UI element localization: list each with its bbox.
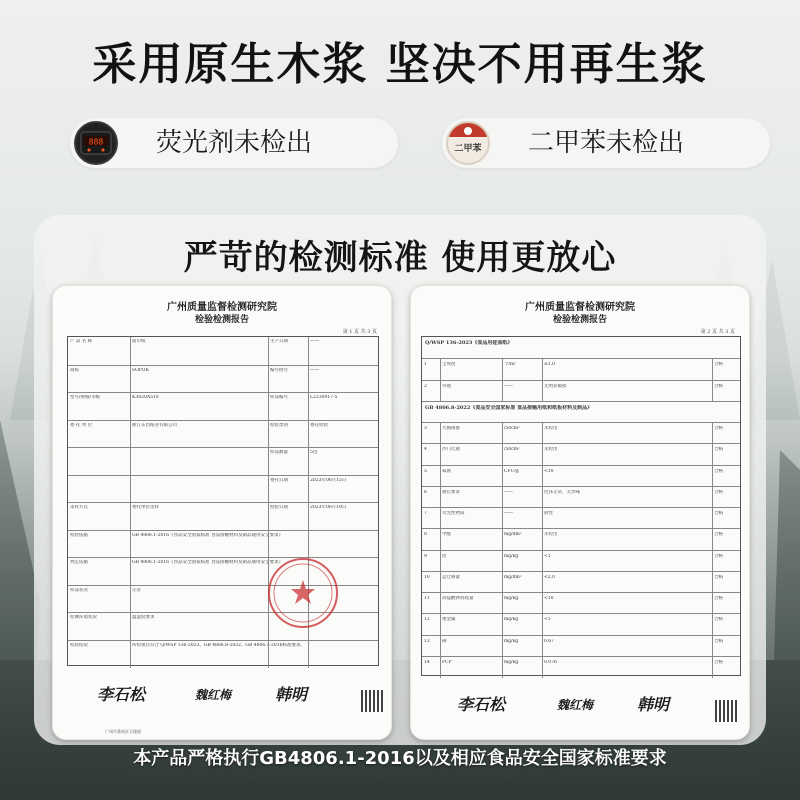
table-cell: —— — [504, 511, 513, 516]
table-cell: 尘埃度 — [442, 362, 456, 368]
test-report-page-2 — [410, 285, 750, 740]
table-cell: 阴性 — [544, 511, 553, 516]
table-cell: 铅 — [442, 553, 447, 559]
table-cell: 检验日期 — [270, 505, 288, 510]
table-cell: 样品编号 — [270, 395, 288, 400]
subheadline: 严苛的检测标准 使用更放心 — [183, 238, 617, 278]
table-cell: 委 托 单 位 — [70, 422, 93, 428]
table-cell: SOPOK — [132, 367, 149, 373]
institute-name: 广州质量监督检测研究院 — [525, 302, 635, 313]
table-cell: 产 品 名 称 — [70, 339, 93, 344]
svg-text:888: 888 — [88, 137, 104, 147]
table-cell: 来样方式 — [70, 505, 88, 510]
table-cell: 合格 — [714, 659, 723, 665]
table-cell: <1 — [544, 553, 551, 559]
table-cell: 3 — [424, 426, 427, 431]
table-cell: 0.076 — [544, 659, 557, 665]
table-cell: 7 — [424, 511, 427, 516]
table-row — [422, 528, 740, 549]
table-row — [422, 465, 740, 486]
table-cell: —— — [504, 489, 513, 495]
table-row — [68, 447, 378, 475]
table-row — [422, 571, 740, 592]
table-row — [422, 380, 740, 401]
table-cell: 重金属 — [442, 617, 456, 623]
table-cell: CFU/g — [504, 468, 519, 474]
table-row — [422, 656, 740, 677]
table-cell: 合格 — [714, 553, 723, 559]
table-cell: <10 — [544, 468, 554, 474]
table-cell: 个/m² — [504, 362, 517, 368]
section-header — [422, 401, 740, 422]
table-cell: 所检项目符合 Q/WSP 136-2023、GB 4806.8-2022、GB 4806.1-2016标准要求。 — [132, 642, 305, 648]
table-cell: 面巾纸 — [132, 339, 146, 344]
table-cell: 检验类别 — [270, 422, 288, 428]
table-cell: 8 — [424, 532, 427, 538]
table-cell: 合格 — [714, 362, 723, 368]
signature-1: 李石松 — [457, 695, 506, 714]
xylene-icon-text: 二甲苯 — [454, 144, 482, 154]
table-cell: 6 — [424, 489, 427, 495]
table-cell: 型号/规格/等级 — [70, 395, 101, 400]
table-cell: 合格 — [714, 468, 723, 474]
table-cell: 检验结论 — [70, 642, 88, 648]
table-row — [68, 337, 378, 365]
table-row — [68, 392, 378, 420]
table-cell: 11 — [424, 596, 430, 601]
table-cell: 委托日期 — [270, 477, 288, 483]
table-cell: mg/kg — [504, 638, 519, 644]
table-cell: mg/dm² — [504, 574, 522, 580]
table-cell: mg/kg — [504, 617, 519, 623]
table-cell: 1 — [424, 362, 427, 368]
badge-fluorescent-agent — [70, 118, 398, 168]
institute-name: 广州质量监督检测研究院 — [167, 302, 277, 313]
table-cell: mg/kg — [504, 659, 519, 665]
qr-code-icon — [715, 700, 737, 722]
table-cell: 编号批号 — [270, 367, 288, 373]
table-cell: 色泽正常，无异味 — [544, 489, 580, 495]
table-cell: 合格 — [714, 489, 723, 495]
table-row — [422, 592, 740, 613]
table-cell: GB 4806.1-2016《食品安全国家标准 食品接触材料及制品通用安全要求》 — [132, 560, 283, 565]
table-cell: 合格 — [714, 426, 723, 431]
table-row — [422, 550, 740, 571]
table-cell: 2023年06月15日 — [310, 477, 347, 483]
table-row — [68, 365, 378, 393]
table-cell: 大肠菌群 — [442, 426, 460, 431]
table-cell: 总迁移量 — [442, 574, 460, 580]
badge-label: 二甲苯未检出 — [528, 128, 685, 158]
table-row — [68, 640, 378, 668]
footer-statement: 本产品严格执行GB4806.1-2016以及相应食品安全国家标准要求 — [133, 748, 667, 769]
table-cell: 2023年06月19日 — [310, 505, 347, 510]
table-cell: 无明显破损 — [544, 383, 567, 389]
table-cell: 委托检验 — [310, 422, 328, 428]
table-cell: 10 — [424, 574, 430, 580]
qr-code-icon — [361, 690, 383, 712]
test-report-page-1 — [52, 285, 392, 740]
badge-xylene — [442, 118, 770, 168]
table-cell: <10 — [544, 596, 554, 601]
table-cell: 委托单位送样 — [132, 505, 159, 510]
table-cell: 浙江东昌纸业有限公司 — [132, 422, 177, 428]
table-cell: 12 — [424, 617, 430, 623]
signature-2: 魏红梅 — [195, 688, 232, 702]
signature-1: 李石松 — [97, 685, 146, 704]
digital-meter-icon — [74, 121, 118, 165]
table-cell: 判定依据 — [70, 560, 88, 565]
table-row — [68, 530, 378, 558]
table-cell: 5 — [424, 468, 427, 474]
page-number: 第 2 页 共 3 页 — [700, 329, 735, 335]
table-row — [422, 635, 740, 656]
badge-label: 荧光剂未检出 — [156, 128, 313, 158]
table-cell: 合格 — [714, 638, 723, 644]
table-cell: —— — [504, 383, 513, 389]
table-row — [68, 475, 378, 503]
table-cell: mg/kg — [504, 596, 519, 601]
table-cell: 2 — [424, 383, 427, 389]
section-header — [422, 337, 740, 358]
table-cell: 高锰酸钾消耗量 — [442, 596, 474, 601]
section-title: Q/WSP 136-2023《食品用硅油纸》 — [425, 340, 513, 346]
table-cell: 合格 — [714, 383, 723, 389]
table-cell: 商标 — [70, 367, 79, 373]
signature-3: 韩明 — [637, 695, 670, 714]
table-cell: <2.0 — [544, 574, 555, 580]
table-cell: —— — [310, 367, 319, 373]
table-cell: 沙门氏菌 — [442, 447, 460, 453]
table-cell: mg/kg — [504, 553, 519, 559]
table-cell: L2230017-5 — [310, 395, 338, 400]
section-title: GB 4806.8-2022《食品安全国家标准 食品接触用纸和纸板材料及制品》 — [425, 404, 593, 411]
table-cell: 荧光性物质 — [442, 511, 465, 516]
headline: 采用原生木浆 坚决不用再生浆 — [92, 39, 708, 90]
table-cell: 5包 — [310, 450, 318, 455]
table-cell: /50cm² — [504, 447, 520, 453]
table-row — [68, 420, 378, 448]
table-cell: GB 4806.1-2016《食品安全国家标准 食品接触材料及制品通用安全要求》 — [132, 532, 283, 538]
table-cell: 检验依据 — [70, 532, 88, 538]
table-cell: <1 — [544, 617, 551, 623]
table-cell: 合格 — [714, 532, 723, 538]
table-cell: 霉菌 — [442, 468, 451, 474]
table-cell: 感官要求 — [442, 489, 460, 495]
table-cell: 砷 — [442, 638, 447, 644]
report-title: 检验检测报告 — [552, 315, 607, 325]
table-cell: 温湿度要求 — [132, 615, 155, 620]
table-cell: 未检出 — [544, 447, 558, 453]
results-table — [421, 336, 741, 676]
table-cell: 生产日期 — [270, 339, 288, 344]
table-cell: 合格 — [714, 574, 723, 580]
table-cell: ≤1.0 — [544, 362, 555, 368]
table-cell: 外观 — [442, 383, 451, 389]
table-cell: 9 — [424, 553, 427, 559]
report-title: 检验检测报告 — [194, 315, 249, 325]
table-row — [422, 422, 740, 443]
table-cell: 未检出 — [544, 532, 558, 538]
signature-2: 魏红梅 — [557, 698, 594, 712]
table-cell: 4 — [424, 447, 427, 453]
xylene-label-icon — [446, 121, 490, 165]
table-cell: 14 — [424, 659, 430, 665]
table-cell: K3820A510 — [132, 395, 159, 400]
table-cell: 合格 — [714, 596, 723, 601]
table-cell: PCP — [442, 659, 452, 665]
table-row — [422, 443, 740, 464]
table-cell: /50cm² — [504, 426, 520, 431]
official-seal-stamp — [268, 558, 338, 628]
table-row — [422, 507, 740, 528]
address-note: 广州市番禺区石楼镇 — [105, 729, 141, 734]
table-cell: 0.67 — [544, 638, 555, 644]
signature-3: 韩明 — [275, 685, 308, 704]
table-row — [422, 358, 740, 379]
table-row — [68, 502, 378, 530]
page-number: 第 1 页 共 3 页 — [342, 329, 377, 335]
table-cell: 未检出 — [544, 426, 558, 431]
table-cell: 正常 — [132, 587, 141, 593]
table-cell: 合格 — [714, 447, 723, 453]
table-cell: 13 — [424, 638, 430, 644]
table-row — [422, 486, 740, 507]
table-cell: 甲醛 — [442, 532, 451, 538]
table-cell: 合格 — [714, 617, 723, 623]
table-cell: 样品状况 — [70, 587, 88, 593]
table-cell: —— — [310, 339, 319, 344]
table-cell: 样品数量 — [270, 450, 288, 455]
table-cell: 合格 — [714, 511, 723, 516]
table-cell: mg/dm² — [504, 532, 522, 538]
table-cell: 检测环境状况 — [70, 615, 97, 620]
table-row — [422, 613, 740, 634]
